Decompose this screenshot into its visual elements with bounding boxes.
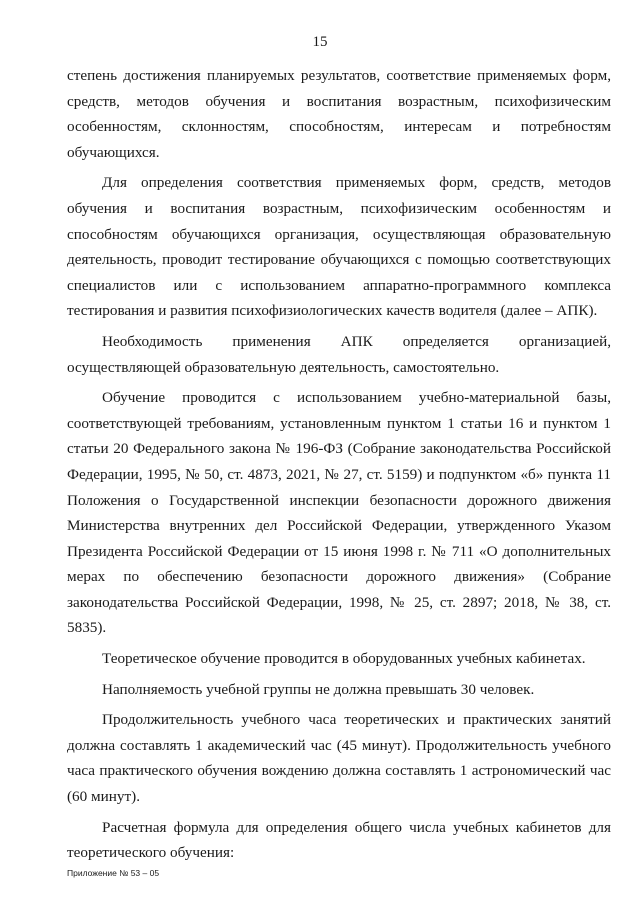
- paragraph-training-base: Обучение проводится с использованием учебно-материальной базы, соответствующей требованиям, установленным пунктом 1 статьи 16 и пунктом 1 статьи 20 Федерального закона № 196-ФЗ (Собрание законодательства Российской Федерации, 1995, № 50, ст. 4873, 2021, № 27, ст. 5159) и подпунктом «б» пункта 11 Положения о Государственной инспекции безопасности дорожного движения Министерства внутренних дел Российской Федерации, утвержденного Указом Президента Российской Федерации от 15 июня 1998 г. № 711 «О дополнительных мерах по обеспечению безопасности дорожного движения» (Собрание законодательства Российской Федерации, 1998, № 25, ст. 2897; 2018, № 38, ст. 5835).: [67, 389, 611, 637]
- document-body: [67, 63, 611, 866]
- paragraph-hour-duration: Продолжительность учебного часа теоретических и практических занятий должна составлять 1 академический час (45 минут). Продолжительность учебного часа практического обучения вождению должна составлять 1 астрономический час (60 минут).: [67, 711, 611, 806]
- page-number: 15: [312, 34, 328, 50]
- paragraph-testing: Для определения соответствия применяемых форм, средств, методов обучения и воспитания возрастным, психофизическим особенностям и способностям обучающихся организация, осуществляющая образовательную деятельность, проводит тестирование обучающихся с помощью соответствующих специалистов или с использованием аппаратно-программного комплекса тестирования и развития психофизиологических качеств водителя (далее – АПК).: [67, 174, 611, 320]
- paragraph-continuation: степень достижения планируемых результатов, соответствие применяемых форм, средств, методов обучения и воспитания возрастным, психофизическим особенностям, склонностям, способностям, интересам и потребностям обучающихся.: [67, 67, 611, 161]
- paragraph-apk-necessity: Необходимость применения АПК определяется организацией, осуществляющей образовательную деятельность, самостоятельно.: [67, 332, 611, 376]
- paragraph-formula-intro: Расчетная формула для определения общего числа учебных кабинетов для теоретического обучения:: [67, 818, 611, 862]
- paragraph-theory-rooms: Теоретическое обучение проводится в оборудованных учебных кабинетах.: [102, 650, 586, 668]
- footer-appendix-label: Приложение № 53 – 05: [67, 868, 160, 878]
- paragraph-group-size: Наполняемость учебной группы не должна превышать 30 человек.: [102, 680, 535, 698]
